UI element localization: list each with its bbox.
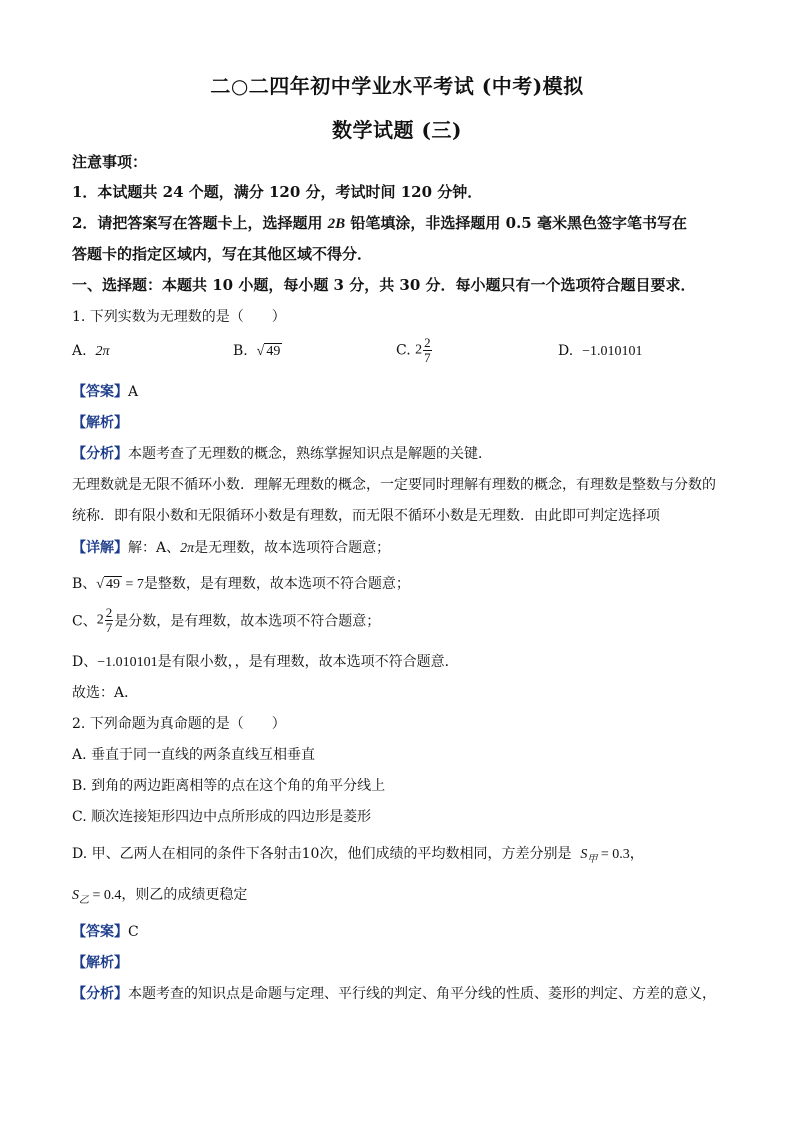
notice-heading: 注意事项：: [72, 153, 148, 171]
q2-option-d-cont: $S_乙 = 0.4$，则乙的成绩更稳定: [72, 887, 248, 906]
q2-analysis-tag: 【解析】: [72, 955, 128, 971]
q2-option-a: A. 垂直于同一直线的两条直线互相垂直: [72, 747, 316, 763]
exam-title: 二○二四年初中学业水平考试 (中考)模拟: [210, 74, 584, 98]
q1-detail-c: C、2 $\frac{2}{7}$ 是分数，是有理数，故本选项不符合题意；: [72, 605, 381, 635]
q1-option-b: B. √ 49: [233, 343, 281, 359]
pencil-grade: 2B: [327, 216, 346, 232]
sqrt-symbol: √ 49: [256, 344, 281, 359]
q1-detail-d: D、−1.010101是有限小数，，是有理数，故本选项不符合题意．: [72, 654, 459, 670]
section-heading-choice: 一、选择题：本题共 10 小题，每小题 3 分，共 30 分．每小题只有一个选项符合题目要求．: [72, 276, 696, 294]
q1-analysis-tag: 【解析】: [72, 415, 128, 431]
q1-option-d: D. −1.010101: [558, 343, 643, 359]
q2-option-d: D. 甲、乙两人在相同的条件下各射击10次，他们成绩的平均数相同，方差分别是 $S_甲 = 0.3$，: [72, 846, 644, 865]
q1-fenxi: 【分析】本题考查了无理数的概念，熟练掌握知识点是解题的关键．: [72, 446, 492, 462]
q1-answer: 【答案】A: [72, 384, 139, 400]
q1-detail-a: 【详解】解：A、2π是无理数，故本选项符合题意；: [72, 540, 391, 556]
notice-item-1: 1．本试题共 24 个题，满分 120 分，考试时间 120 分钟．: [72, 183, 483, 201]
q2-option-c: C. 顺次连接矩形四边中点所形成的四边形是菱形: [72, 809, 372, 825]
notice-item-2: 2．请把答案写在答题卡上，选择题用 2B 铅笔填涂，非选择题用 0.5 毫米黑色签字笔书写在: [72, 214, 687, 232]
q1-choose: 故选：A．: [72, 685, 139, 701]
q2-fenxi: 【分析】本题考查的知识点是命题与定理、平行线的判定、角平分线的性质、菱形的判定、方差的意义，: [72, 986, 716, 1002]
q1-para-2: 统称．即有限小数和无限循环小数是有理数，而无限不循环小数是无理数．由此即可判定选择项: [72, 508, 660, 524]
variance-symbol: $S_甲$: [580, 847, 598, 865]
q1-detail-b: B、√ 49 = 7是整数，是有理数，故本选项不符合题意；: [72, 576, 410, 592]
exam-subtitle: 数学试题 (三): [332, 118, 462, 142]
q1-option-c: C. 2 $\frac{2}{7}$: [396, 335, 431, 365]
sqrt-symbol: √ 49: [96, 577, 120, 592]
q2-option-b: B. 到角的两边距离相等的点在这个角的角平分线上: [72, 778, 386, 794]
fraction: $\frac{2}{7}$: [105, 605, 113, 635]
q1-option-a: A. 2π: [72, 343, 110, 359]
notice-item-2-cont: 答题卡的指定区域内，写在其他区域不得分．: [72, 245, 373, 263]
variance-symbol: $S_乙$: [72, 888, 89, 906]
q2-answer: 【答案】C: [72, 924, 139, 940]
q1-stem: 1. 下列实数为无理数的是（ ）: [72, 309, 286, 325]
q2-stem: 2. 下列命题为真命题的是（ ）: [72, 716, 286, 732]
fraction: $\frac{2}{7}$: [424, 335, 431, 365]
q1-para-1: 无理数就是无限不循环小数．理解无理数的概念，一定要同时理解有理数的概念，有理数是整数与分数的: [72, 477, 716, 493]
